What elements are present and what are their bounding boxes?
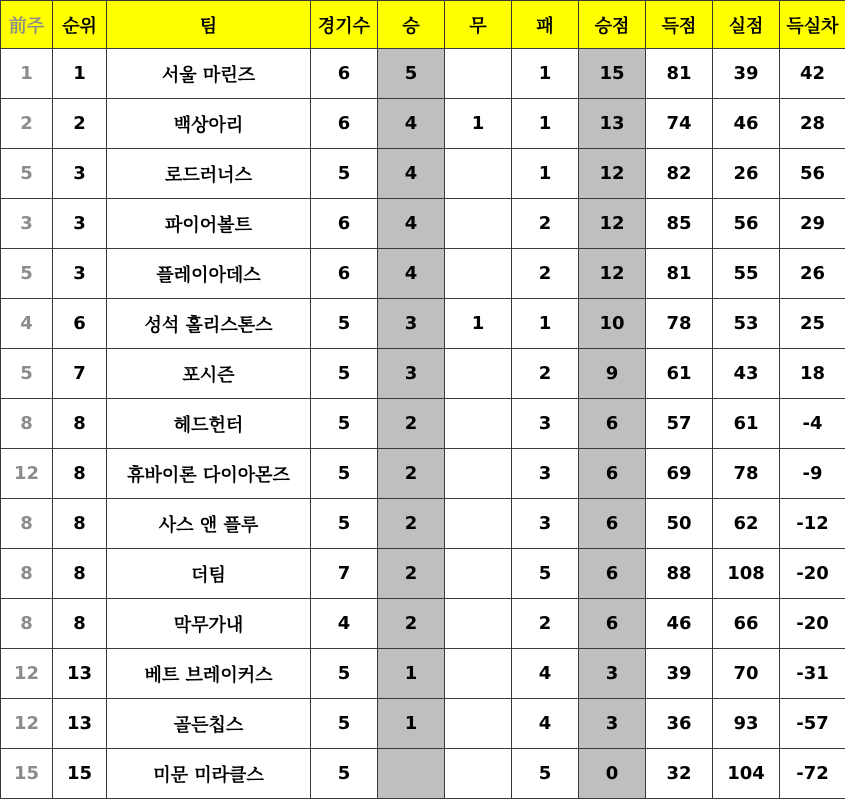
- rank-cell: 6: [53, 299, 107, 349]
- goal-difference-cell: -31: [780, 649, 845, 699]
- draws-cell: 1: [445, 299, 512, 349]
- draws-cell: [445, 49, 512, 99]
- draws-cell: [445, 599, 512, 649]
- draws-cell: [445, 499, 512, 549]
- goals-against-cell: 55: [713, 249, 780, 299]
- goals-against-cell: 53: [713, 299, 780, 349]
- prev-week-rank-cell: 8: [1, 599, 53, 649]
- prev-week-rank-cell: 12: [1, 449, 53, 499]
- points-cell: 6: [579, 549, 646, 599]
- losses-cell: 5: [512, 749, 579, 799]
- goals-for-cell: 46: [646, 599, 713, 649]
- team-name-cell: 서울 마린즈: [107, 49, 311, 99]
- points-cell: 3: [579, 699, 646, 749]
- team-name-cell: 골든칩스: [107, 699, 311, 749]
- draws-cell: [445, 649, 512, 699]
- points-cell: 0: [579, 749, 646, 799]
- games-cell: 5: [311, 499, 378, 549]
- goal-difference-cell: 28: [780, 99, 845, 149]
- draws-cell: [445, 349, 512, 399]
- team-name-cell: 파이어볼트: [107, 199, 311, 249]
- points-cell: 6: [579, 599, 646, 649]
- wins-cell: 2: [378, 399, 445, 449]
- rank-cell: 8: [53, 449, 107, 499]
- prev-week-rank-cell: 8: [1, 499, 53, 549]
- points-cell: 12: [579, 199, 646, 249]
- points-cell: 10: [579, 299, 646, 349]
- losses-cell: 5: [512, 549, 579, 599]
- table-row: [1, 399, 845, 449]
- wins-cell: 3: [378, 299, 445, 349]
- rank-cell: 15: [53, 749, 107, 799]
- wins-cell: 2: [378, 599, 445, 649]
- rank-cell: 3: [53, 149, 107, 199]
- games-cell: 5: [311, 749, 378, 799]
- header-rank: 순위: [53, 1, 107, 49]
- goals-for-cell: 74: [646, 99, 713, 149]
- points-cell: 6: [579, 399, 646, 449]
- games-cell: 6: [311, 249, 378, 299]
- header-points: 승점: [579, 1, 646, 49]
- header-games: 경기수: [311, 1, 378, 49]
- draws-cell: 1: [445, 99, 512, 149]
- prev-week-rank-cell: 1: [1, 49, 53, 99]
- table-row: [1, 299, 845, 349]
- goal-difference-cell: 18: [780, 349, 845, 399]
- table-row: [1, 699, 845, 749]
- goals-against-cell: 66: [713, 599, 780, 649]
- goals-for-cell: 61: [646, 349, 713, 399]
- losses-cell: 2: [512, 199, 579, 249]
- goals-against-cell: 108: [713, 549, 780, 599]
- goal-difference-cell: -57: [780, 699, 845, 749]
- team-name-cell: 막무가내: [107, 599, 311, 649]
- goal-difference-cell: -20: [780, 599, 845, 649]
- team-name-cell: 포시즌: [107, 349, 311, 399]
- goal-difference-cell: -12: [780, 499, 845, 549]
- wins-cell: 2: [378, 449, 445, 499]
- losses-cell: 4: [512, 699, 579, 749]
- goals-for-cell: 88: [646, 549, 713, 599]
- games-cell: 5: [311, 399, 378, 449]
- header-wins: 승: [378, 1, 445, 49]
- losses-cell: 3: [512, 449, 579, 499]
- rank-cell: 8: [53, 499, 107, 549]
- losses-cell: 2: [512, 599, 579, 649]
- prev-week-rank-cell: 2: [1, 99, 53, 149]
- team-name-cell: 베트 브레이커스: [107, 649, 311, 699]
- header-team: 팀: [107, 1, 311, 49]
- games-cell: 5: [311, 699, 378, 749]
- losses-cell: 1: [512, 299, 579, 349]
- points-cell: 12: [579, 149, 646, 199]
- draws-cell: [445, 199, 512, 249]
- prev-week-rank-cell: 8: [1, 399, 53, 449]
- header-prev-week: 前주: [1, 1, 53, 49]
- goals-against-cell: 56: [713, 199, 780, 249]
- prev-week-rank-cell: 8: [1, 549, 53, 599]
- losses-cell: 1: [512, 49, 579, 99]
- goal-difference-cell: 56: [780, 149, 845, 199]
- team-name-cell: 사스 앤 플루: [107, 499, 311, 549]
- team-name-cell: 미문 미라클스: [107, 749, 311, 799]
- goals-for-cell: 78: [646, 299, 713, 349]
- rank-cell: 8: [53, 399, 107, 449]
- goals-against-cell: 43: [713, 349, 780, 399]
- games-cell: 6: [311, 99, 378, 149]
- goal-difference-cell: 29: [780, 199, 845, 249]
- header-goals-for: 득점: [646, 1, 713, 49]
- losses-cell: 3: [512, 499, 579, 549]
- table-row: [1, 199, 845, 249]
- goal-difference-cell: 42: [780, 49, 845, 99]
- header-draws: 무: [445, 1, 512, 49]
- team-name-cell: 헤드헌터: [107, 399, 311, 449]
- goals-against-cell: 93: [713, 699, 780, 749]
- points-cell: 15: [579, 49, 646, 99]
- table-row: [1, 449, 845, 499]
- prev-week-rank-cell: 5: [1, 249, 53, 299]
- goal-difference-cell: 26: [780, 249, 845, 299]
- rank-cell: 13: [53, 699, 107, 749]
- table-row: [1, 499, 845, 549]
- goals-against-cell: 26: [713, 149, 780, 199]
- rank-cell: 1: [53, 49, 107, 99]
- games-cell: 5: [311, 449, 378, 499]
- wins-cell: 4: [378, 99, 445, 149]
- points-cell: 6: [579, 499, 646, 549]
- goals-for-cell: 50: [646, 499, 713, 549]
- wins-cell: 1: [378, 699, 445, 749]
- team-name-cell: 플레이아데스: [107, 249, 311, 299]
- table-row: [1, 649, 845, 699]
- table-row: [1, 49, 845, 99]
- draws-cell: [445, 699, 512, 749]
- draws-cell: [445, 149, 512, 199]
- goals-against-cell: 70: [713, 649, 780, 699]
- goal-difference-cell: 25: [780, 299, 845, 349]
- rank-cell: 2: [53, 99, 107, 149]
- draws-cell: [445, 749, 512, 799]
- team-name-cell: 성석 홀리스톤스: [107, 299, 311, 349]
- draws-cell: [445, 549, 512, 599]
- rank-cell: 3: [53, 249, 107, 299]
- points-cell: 12: [579, 249, 646, 299]
- wins-cell: 3: [378, 349, 445, 399]
- wins-cell: 2: [378, 499, 445, 549]
- prev-week-rank-cell: 4: [1, 299, 53, 349]
- team-name-cell: 더팀: [107, 549, 311, 599]
- games-cell: 4: [311, 599, 378, 649]
- wins-cell: 4: [378, 149, 445, 199]
- goals-for-cell: 69: [646, 449, 713, 499]
- games-cell: 6: [311, 49, 378, 99]
- games-cell: 5: [311, 149, 378, 199]
- goals-for-cell: 81: [646, 49, 713, 99]
- prev-week-rank-cell: 12: [1, 699, 53, 749]
- wins-cell: 2: [378, 549, 445, 599]
- points-cell: 9: [579, 349, 646, 399]
- goals-for-cell: 57: [646, 399, 713, 449]
- goals-against-cell: 104: [713, 749, 780, 799]
- rank-cell: 3: [53, 199, 107, 249]
- wins-cell: 4: [378, 199, 445, 249]
- draws-cell: [445, 249, 512, 299]
- prev-week-rank-cell: 12: [1, 649, 53, 699]
- team-name-cell: 백상아리: [107, 99, 311, 149]
- rank-cell: 8: [53, 549, 107, 599]
- goals-for-cell: 36: [646, 699, 713, 749]
- header-goals-against: 실점: [713, 1, 780, 49]
- draws-cell: [445, 399, 512, 449]
- header-row: [1, 1, 845, 49]
- goals-against-cell: 61: [713, 399, 780, 449]
- games-cell: 7: [311, 549, 378, 599]
- prev-week-rank-cell: 5: [1, 349, 53, 399]
- rank-cell: 7: [53, 349, 107, 399]
- rank-cell: 8: [53, 599, 107, 649]
- team-name-cell: 휴바이론 다이아몬즈: [107, 449, 311, 499]
- goal-difference-cell: -4: [780, 399, 845, 449]
- losses-cell: 3: [512, 399, 579, 449]
- losses-cell: 1: [512, 149, 579, 199]
- table-row: [1, 349, 845, 399]
- header-losses: 패: [512, 1, 579, 49]
- wins-cell: 5: [378, 49, 445, 99]
- table-header: [1, 1, 845, 49]
- table-row: [1, 149, 845, 199]
- goals-for-cell: 39: [646, 649, 713, 699]
- games-cell: 5: [311, 349, 378, 399]
- goals-against-cell: 62: [713, 499, 780, 549]
- wins-cell: 1: [378, 649, 445, 699]
- losses-cell: 1: [512, 99, 579, 149]
- table-row: [1, 749, 845, 799]
- losses-cell: 2: [512, 249, 579, 299]
- wins-cell: [378, 749, 445, 799]
- points-cell: 6: [579, 449, 646, 499]
- goals-for-cell: 81: [646, 249, 713, 299]
- losses-cell: 2: [512, 349, 579, 399]
- goals-for-cell: 85: [646, 199, 713, 249]
- table-body: [1, 49, 845, 799]
- goals-against-cell: 78: [713, 449, 780, 499]
- rank-cell: 13: [53, 649, 107, 699]
- points-cell: 3: [579, 649, 646, 699]
- goals-against-cell: 46: [713, 99, 780, 149]
- team-name-cell: 로드러너스: [107, 149, 311, 199]
- prev-week-rank-cell: 3: [1, 199, 53, 249]
- goal-difference-cell: -72: [780, 749, 845, 799]
- losses-cell: 4: [512, 649, 579, 699]
- goals-against-cell: 39: [713, 49, 780, 99]
- prev-week-rank-cell: 5: [1, 149, 53, 199]
- table-row: [1, 599, 845, 649]
- header-goal-difference: 득실차: [780, 1, 845, 49]
- table-row: [1, 99, 845, 149]
- games-cell: 6: [311, 199, 378, 249]
- games-cell: 5: [311, 299, 378, 349]
- goals-for-cell: 82: [646, 149, 713, 199]
- goal-difference-cell: -20: [780, 549, 845, 599]
- goal-difference-cell: -9: [780, 449, 845, 499]
- goals-for-cell: 32: [646, 749, 713, 799]
- table-row: [1, 249, 845, 299]
- draws-cell: [445, 449, 512, 499]
- wins-cell: 4: [378, 249, 445, 299]
- prev-week-rank-cell: 15: [1, 749, 53, 799]
- points-cell: 13: [579, 99, 646, 149]
- table-row: [1, 549, 845, 599]
- games-cell: 5: [311, 649, 378, 699]
